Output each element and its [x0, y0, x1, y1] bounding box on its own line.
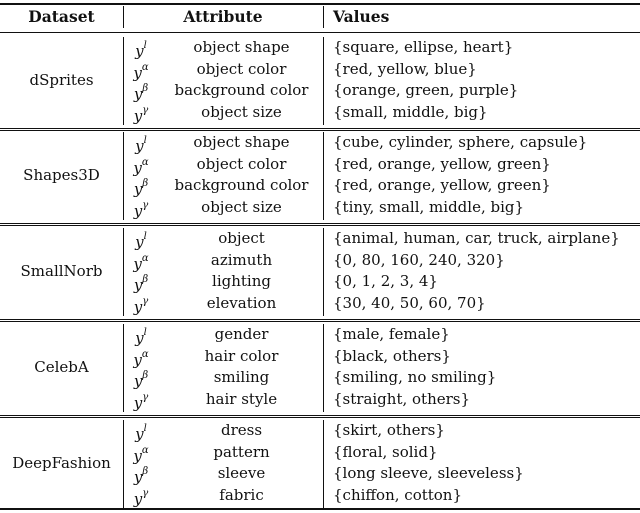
attribute-name: background color	[174, 81, 309, 100]
dataset-name: Shapes3D	[23, 166, 100, 184]
attribute-values: {0, 1, 2, 3, 4}	[333, 272, 438, 291]
attribute-symbol	[126, 197, 156, 219]
attribute-values: {floral, solid}	[333, 442, 438, 461]
symbol-base: y	[135, 233, 144, 251]
attribute-symbol	[126, 271, 156, 293]
symbol-base: y	[135, 425, 144, 443]
group-separator-rule	[0, 319, 640, 320]
symbol-base: y	[133, 63, 142, 82]
attribute-symbol	[126, 324, 156, 346]
attribute-name: object color	[196, 59, 287, 78]
attribute-name: object color	[196, 154, 287, 173]
attribute-values: {skirt, others}	[333, 421, 445, 439]
attribute-values: {black, others}	[333, 346, 451, 365]
dataset-name: SmallNorb	[20, 262, 103, 280]
group-separator-rule	[0, 225, 640, 226]
attribute-values: {tiny, small, middle, big}	[333, 198, 525, 217]
attribute-values: {male, female}	[333, 325, 450, 343]
symbol-base: y	[133, 298, 143, 317]
attribute-symbol	[126, 389, 156, 411]
symbol-superscript: l	[143, 423, 147, 434]
attribute-name: object	[218, 229, 265, 247]
attribute-symbol	[126, 442, 156, 464]
symbol-base: y	[135, 137, 144, 155]
attribute-symbol	[126, 80, 156, 102]
symbol-base: y	[133, 254, 142, 273]
attribute-symbol	[126, 420, 156, 442]
attribute-symbol	[126, 250, 156, 272]
top-rule	[0, 3, 640, 5]
attribute-symbol	[126, 228, 156, 250]
attribute-name: background color	[174, 176, 309, 195]
attribute-values: {orange, green, purple}	[333, 81, 519, 100]
group-divider-1	[123, 420, 124, 508]
attribute-values: {square, ellipse, heart}	[333, 38, 514, 56]
group-divider-1	[123, 132, 124, 220]
symbol-base: y	[135, 42, 144, 60]
attribute-name: pattern	[213, 442, 270, 461]
header-rule	[0, 32, 640, 33]
symbol-superscript: β	[142, 466, 149, 478]
symbol-base: y	[133, 350, 142, 369]
symbol-superscript: γ	[142, 105, 149, 117]
attribute-values: {30, 40, 50, 60, 70}	[333, 294, 486, 313]
symbol-base: y	[133, 85, 143, 104]
symbol-superscript: β	[142, 178, 149, 190]
attribute-symbol	[126, 37, 156, 59]
symbol-superscript: α	[141, 444, 149, 456]
symbol-base: y	[133, 490, 143, 509]
attribute-values: {long sleeve, sleeveless}	[333, 464, 524, 483]
symbol-superscript: l	[143, 327, 147, 338]
symbol-superscript: β	[142, 370, 149, 382]
attribute-symbol	[126, 59, 156, 81]
attribute-name: object shape	[193, 133, 290, 151]
header-divider-1	[123, 6, 124, 28]
group-divider-2	[323, 324, 324, 412]
attribute-name: hair style	[205, 390, 278, 409]
symbol-base: y	[133, 180, 143, 199]
attribute-name: sleeve	[217, 464, 266, 483]
group-divider-2	[323, 228, 324, 316]
attribute-name: hair color	[204, 346, 279, 365]
header-dataset: Dataset	[28, 7, 95, 26]
attribute-name: dress	[220, 421, 263, 439]
attribute-name: object shape	[193, 38, 290, 56]
attribute-symbol	[126, 346, 156, 368]
symbol-superscript: α	[141, 61, 149, 73]
symbol-base: y	[133, 107, 143, 126]
header-attribute: Attribute	[183, 7, 263, 26]
attribute-values: {0, 80, 160, 240, 320}	[333, 250, 505, 269]
attribute-name: smiling	[213, 368, 270, 387]
symbol-superscript: γ	[142, 200, 149, 212]
symbol-superscript: l	[143, 135, 147, 146]
symbol-base: y	[133, 276, 143, 295]
symbol-superscript: β	[142, 274, 149, 286]
header-divider-2	[323, 6, 324, 28]
group-divider-2	[323, 37, 324, 125]
header-values: Values	[333, 7, 390, 26]
symbol-superscript: β	[142, 83, 149, 95]
attribute-values: {smiling, no smiling}	[333, 368, 497, 387]
group-separator-rule	[0, 130, 640, 131]
attribute-values: {small, middle, big}	[333, 103, 488, 122]
attribute-values: {red, yellow, blue}	[333, 59, 477, 78]
symbol-base: y	[133, 158, 142, 177]
attribute-symbol	[126, 102, 156, 124]
symbol-superscript: α	[141, 252, 149, 264]
group-separator-rule	[0, 128, 640, 129]
attribute-values: {red, orange, yellow, green}	[333, 176, 551, 195]
symbol-base: y	[133, 468, 143, 487]
attribute-symbol	[126, 154, 156, 176]
attribute-name: azimuth	[210, 250, 273, 269]
attribute-symbol	[126, 485, 156, 507]
attribute-name: object size	[201, 198, 282, 217]
bottom-rule	[0, 508, 640, 510]
symbol-superscript: α	[141, 156, 149, 168]
attribute-name: elevation	[206, 294, 277, 313]
symbol-superscript: l	[143, 40, 147, 51]
attribute-name: fabric	[219, 486, 264, 505]
attribute-symbol	[126, 367, 156, 389]
dataset-name: CelebA	[34, 358, 89, 376]
group-divider-2	[323, 420, 324, 508]
symbol-base: y	[133, 446, 142, 465]
group-divider-1	[123, 228, 124, 316]
attribute-symbol	[126, 132, 156, 154]
attribute-symbol	[126, 175, 156, 197]
attribute-symbol	[126, 463, 156, 485]
symbol-superscript: γ	[142, 392, 149, 404]
symbol-base: y	[133, 372, 143, 391]
attribute-name: object size	[201, 103, 282, 122]
symbol-base: y	[133, 202, 143, 221]
attribute-values: {chiffon, cotton}	[333, 486, 463, 505]
symbol-superscript: γ	[142, 488, 149, 500]
symbol-base: y	[135, 329, 144, 347]
group-separator-rule	[0, 415, 640, 416]
attribute-values: {straight, others}	[333, 390, 471, 409]
symbol-superscript: α	[141, 348, 149, 360]
symbol-superscript: γ	[142, 296, 149, 308]
group-divider-1	[123, 37, 124, 125]
group-separator-rule	[0, 223, 640, 224]
group-separator-rule	[0, 417, 640, 418]
group-separator-rule	[0, 321, 640, 322]
attribute-name: gender	[214, 325, 269, 343]
symbol-base: y	[133, 394, 143, 413]
group-divider-1	[123, 324, 124, 412]
dataset-name: DeepFashion	[12, 454, 111, 472]
symbol-superscript: l	[143, 231, 147, 242]
attribute-values: {animal, human, car, truck, airplane}	[333, 229, 620, 247]
attribute-values: {red, orange, yellow, green}	[333, 154, 551, 173]
dataset-name: dSprites	[29, 71, 94, 89]
attribute-symbol	[126, 293, 156, 315]
attribute-values: {cube, cylinder, sphere, capsule}	[333, 133, 588, 151]
group-divider-2	[323, 132, 324, 220]
attribute-name: lighting	[212, 272, 271, 291]
